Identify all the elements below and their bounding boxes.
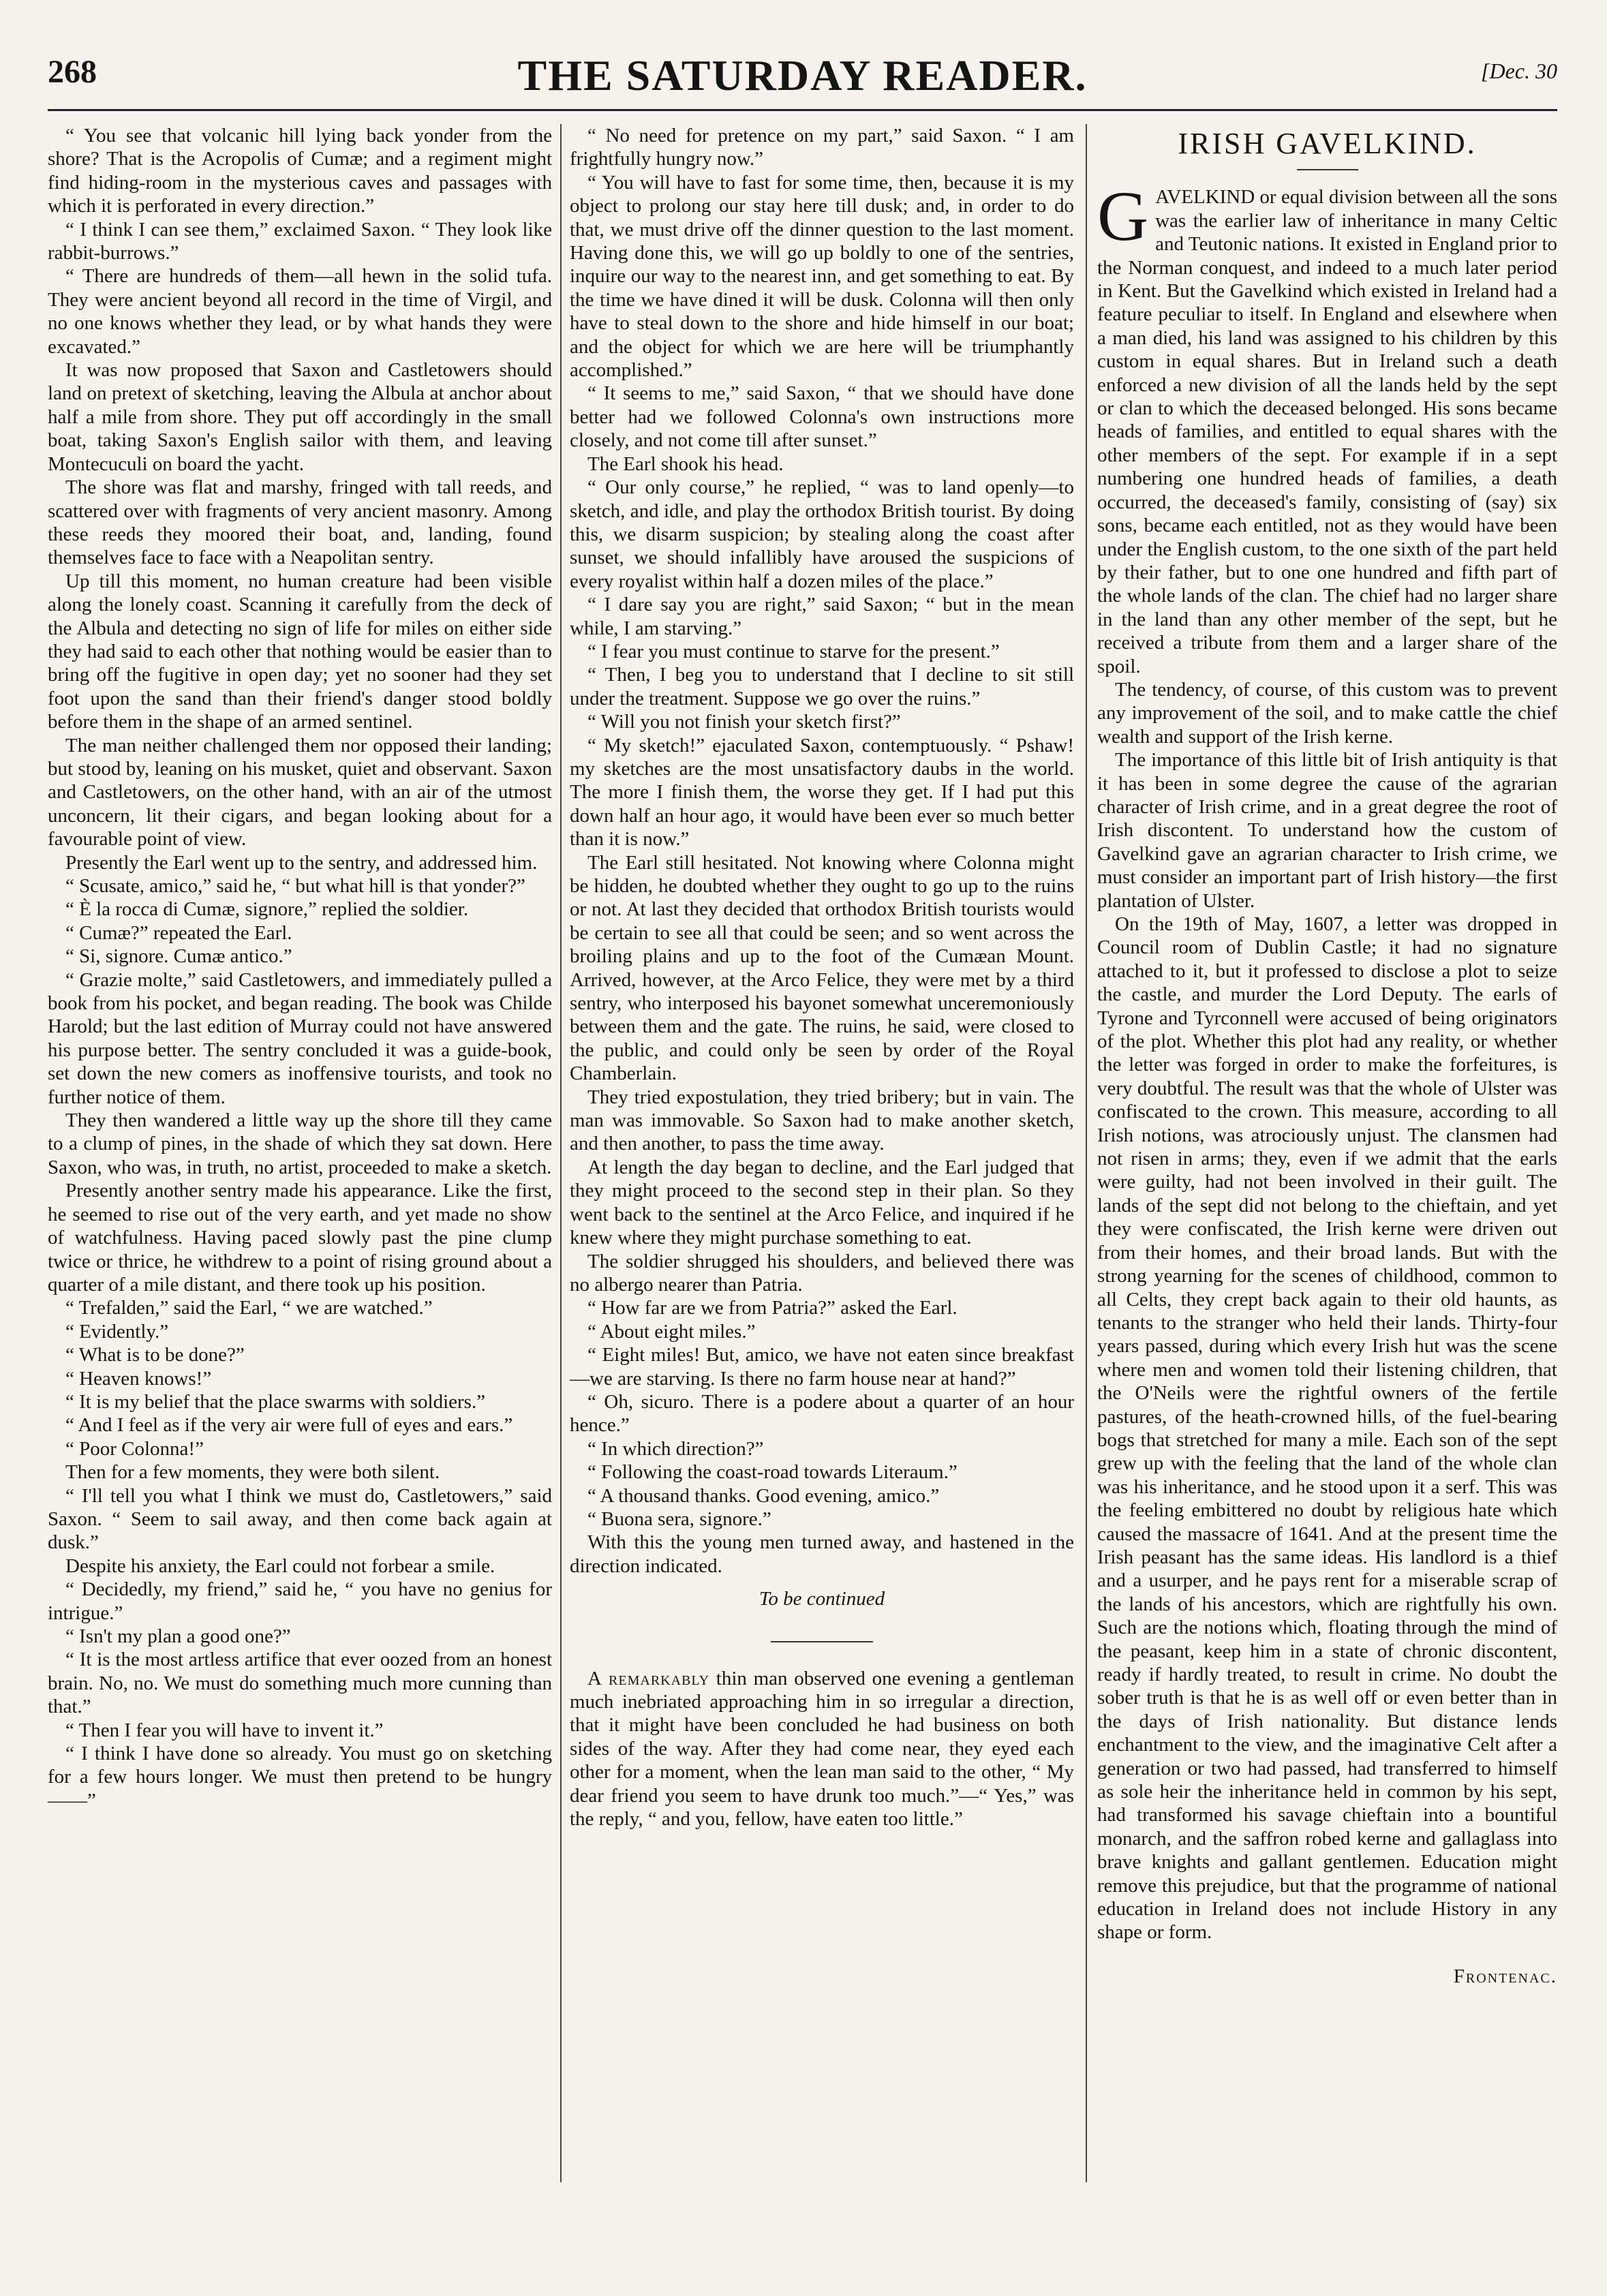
story-continuation <box>570 124 1074 1578</box>
anecdote-text: thin man observed one evening a gentleman much inebriated approaching him in so irregular a direction, that it might have been concluded he had business on both sides of the way. After they had come near, they eyed each other for a moment, when the lean man said to the other, “ My dear friend you seem to have drunk too much.”—“ Yes,” was the reply, “ and you, fellow, have eaten too little.” <box>570 1667 1075 1831</box>
paragraph: Up till this moment, no human creature had been visible along the lonely coast. Scanning it carefully from the deck of the Albula and detecting no sign of life for miles on either side they had said to each other that nothing would be easier than to bring off the fugitive in open day; yet no sooner had they set foot upon the sand than their friend's danger stood boldly before them in the shape of an armed sentinel. <box>48 570 552 733</box>
paragraph: “ You see that volcanic hill lying back yonder from the shore? That is the Acropolis of Cumæ; and a regiment might find hiding-room in the mysterious caves and passages with which it is perforated in every direction.” <box>48 125 552 217</box>
masthead: THE SATURDAY READER. <box>517 51 1088 100</box>
paragraph: “ Scusate, amico,” said he, “ but what hill is that yonder?” <box>65 875 525 897</box>
section-separator <box>771 1641 873 1642</box>
title-rule <box>1297 169 1358 170</box>
anecdote-paragraph <box>570 1667 1074 1831</box>
article-lead-paragraph <box>1097 177 1557 678</box>
article-body <box>1097 678 1557 1944</box>
paragraph: Presently the Earl went up to the sentry, and addressed him. <box>65 851 538 874</box>
column-divider <box>560 124 562 2182</box>
article-title: IRISH GAVELKIND. <box>1178 127 1477 160</box>
paragraph: “ It is my belief that the place swarms with soldiers.” <box>65 1390 486 1413</box>
paragraph: They tried expostulation, they tried bribery; but in vain. The man was immovable. So Saxon had to make another sketch, and then another, to pass the time away. <box>570 1086 1074 1155</box>
paragraph: “ I think I can see them,” exclaimed Saxon. “ They look like rabbit-burrows.” <box>48 218 552 264</box>
author-signature: Frontenac. <box>1453 1965 1557 1987</box>
paragraph: “ Then I fear you will have to invent it.” <box>65 1719 384 1741</box>
paragraph: “ I dare say you are right,” said Saxon; “ but in the mean while, I am starving.” <box>570 594 1074 639</box>
page-number: 268 <box>48 54 97 90</box>
paragraph: “ Trefalden,” said the Earl, “ we are watched.” <box>65 1297 433 1319</box>
paragraph: The Earl still hesitated. Not knowing where Colonna might be hidden, he doubted whether they ought to go up to the ruins or not. At last they decided that orthodox British tourists would be certain to see all that could be seen; and so went across the broiling plains and up to the foot of the Cumæan Mount. Arrived, however, at the Arco Felice, they were met by a third sentry, who interposed his bayonet somewhat unceremoniously between them and the gate. The ruins, he said, were closed to the public, and could only be seen by order of the Royal Chamberlain. <box>570 851 1074 1085</box>
paragraph: “ Cumæ?” repeated the Earl. <box>65 921 292 944</box>
paragraph: “ A thousand thanks. Good evening, amico.” <box>587 1484 940 1507</box>
paragraph: “ Following the coast-road towards Literaum.” <box>587 1461 958 1484</box>
anecdote-lead: A remarkably <box>587 1667 710 1689</box>
paragraph: “ Isn't my plan a good one?” <box>65 1625 291 1647</box>
paragraph: With this the young men turned away, and hastened in the direction indicated. <box>570 1531 1074 1577</box>
page-header <box>48 53 1557 101</box>
paragraph: They then wandered a little way up the shore till they came to a clump of pines, in the shade of which they sat down. Here Saxon, who was, in truth, no artist, proceeded to make a sketch. <box>48 1109 552 1178</box>
paragraph: “ Will you not finish your sketch first?” <box>587 711 901 733</box>
paragraph: “ Eight miles! But, amico, we have not eaten since breakfast—we are starving. Is there no farm house near at hand?” <box>570 1344 1074 1390</box>
paragraph: The man neither challenged them nor opposed their landing; but stood by, leaning on his musket, quiet and observant. Saxon and Castletowers, on the other hand, with an air of the utmost unconcern, lit their cigars, and began looking about for a favourable point of view. <box>48 734 552 851</box>
header-rule <box>48 109 1557 111</box>
paragraph: The shore was flat and marshy, fringed with tall reeds, and scattered over with fragments of very ancient masonry. Among these reeds they moored their boat, and, landing, found themselves face to face with a Neapolitan sentry. <box>48 476 552 569</box>
paragraph: Presently another sentry made his appearance. Like the first, he seemed to rise out of the very earth, and yet made no show of watchfulness. Having paced slowly past the pine clump twice or thrice, he withdrew to a point of rising ground about a quarter of a mile distant, and there took up his position. <box>48 1180 552 1296</box>
paragraph: “ È la rocca di Cumæ, signore,” replied the soldier. <box>65 898 469 921</box>
paragraph: On the 19th of May, 1607, a letter was dropped in Council room of Dublin Castle; it had no signature attached to it, but it professed to disclose a plot to seize the castle, and murder the Lord Deputy. The earls of Tyrone and Tyrconnell were accused of being originators of the plot. Whether this plot had any reality, or whether the letter was forged in order to make the forfeitures, is very doubtful. The result was that the whole of Ulster was confiscated to the crown. This measure, according to all Irish notions, was atrociously unjust. The clansmen had not risen in arms; they, even if we admit that the earls were guilty, had not been involved in their guilt. The lands of the sept did not belong to the chieftain, and yet they were confiscated, the Irish kerne were driven out from their homes, and their broad lands. But with the strong yearning for the scenes of childhood, common to all Celts, they crept back again to their old haunts, as tenants to the stranger who held their lands. Thirty-four years passed, during which every Irish hut was the scene where men and women told their listening children, that the O'Neils were the rightful owners of the fertile pastures, of the heath-crowned hills, of the fuel-bearing bogs that stretched for many a mile. Each son of the sept grew up with the feeling that the land of the whole clan was his inheritance, and he stood upon it a serf. This was the feeling embittered no doubt by religious hate which caused the massacre of 1641. And at the present time the Irish peasant has the same ideas. His landlord is a thief and a usurper, and he pays rent for a miserable scrap of the lands of his ancestors, which are rightfully his own. Such are the notions which, floating through the mind of the peasant, keep him in a state of chronic discontent, ready if hardly treated, to result in crime. No doubt the sober truth is that he is as well off or even better than in the days of Irish nationality. But distance lends enchantment to the view, and the imaginative Celt after a generation or two had passed, had transferred to himself as sole heir the inheritance held in common by his sept, had transformed his savage chieftain into a bountiful monarch, and the saffron robed kerne and gallaglass into brave knights and gallant gentlemen. Education might remove this prejudice, but that the programme of national education in Ireland does not include History in any shape or form. <box>1097 913 1557 1944</box>
column-3-article <box>1097 124 1557 1988</box>
paragraph: “ My sketch!” ejaculated Saxon, contemptuously. “ Pshaw! my sketches are the most unsatisfactory daubs in the world. The more I finish them, the worse they get. If I had put this down half an hour ago, it would have been ever so much better than it is now.” <box>570 734 1074 851</box>
lead-text: AVELKIND or equal division between all the sons was the earlier law of inheritance in many Celtic and Teutonic nations. It existed in England prior to the Norman conquest, and indeed to a much later period in Kent. But the Gavelkind which existed in Ireland had a feature peculiar to itself. In England and elsewhere when a man died, his land was assigned to his children by this custom in equal shares. But in Ireland such a death enforced a new division of all the lands held by the sept or clan to which the deceased belonged. His sons became heads of families, and entitled to equal shares with the other members of the sept. For example if in a sept numbering one hundred heads of families, a death occurred, the deceased's family, consisting of (say) six sons, became each entitled, not as they would have been under the English custom, to the one sixth of the part held by their father, but to one one hundred and fifth part of the whole lands of the clan. The chief had no larger share in the land than any other member of the sept, but he received a tribute from them and a larger share of the spoil. <box>1097 186 1557 677</box>
paragraph: “ Our only course,” he replied, “ was to land openly—to sketch, and idle, and play the orthodox British tourist. By doing this, we disarm suspicion; by stealing along the coast after sunset, we should infallibly have aroused the suspicions of every royalist within half a dozen miles of the place.” <box>570 476 1074 592</box>
paragraph: “ Heaven knows!” <box>65 1367 212 1390</box>
paragraph: “ What is to be done?” <box>65 1344 245 1366</box>
paragraph: “ Grazie molte,” said Castletowers, and immediately pulled a book from his pocket, and began reading. The book was Childe Harold; but the last edition of Murray could not have answered his purpose better. The sentry concluded it was a guide-book, set down the new comers as inoffensive tourists, and took no further notice of them. <box>48 968 552 1108</box>
paragraph: “ I'll tell you what I think we must do, Castletowers,” said Saxon. “ Seem to sail away, and then come back again at dusk.” <box>48 1484 552 1554</box>
paragraph: “ It is the most artless artifice that ever oozed from an honest brain. No, no. We must do something much more cunning than that.” <box>48 1649 552 1718</box>
paragraph: The soldier shrugged his shoulders, and believed there was no albergo nearer than Patria. <box>570 1250 1074 1296</box>
paragraph: Despite his anxiety, the Earl could not forbear a smile. <box>65 1555 495 1577</box>
paragraph: “ I think I have done so already. You must go on sketching for a few hours longer. We must then pretend to be hungry——” <box>48 1743 552 1811</box>
paragraph: “ You will have to fast for some time, then, because it is my object to prolong our stay here till dusk; and, in order to do that, we must drive off the dinner question to the last moment. Having done this, we will go up boldly to one of the sentries, inquire our way to the nearest inn, and get something to eat. By the time we have dined it will be dusk. Colonna will then only have to steal down to the shore and hide himself in our boat; and the object for which we are here will be triumphantly accomplished.” <box>570 171 1074 382</box>
paragraph: At length the day began to decline, and the Earl judged that they might proceed to the second step in their plan. So they went back to the sentinel at the Arco Felice, and inquired if he knew where they might purchase something to eat. <box>570 1156 1074 1249</box>
paragraph: “ It seems to me,” said Saxon, “ that we should have done better had we followed Colonna's own instructions more closely, and not come till after sunset.” <box>570 382 1074 452</box>
column-1-story <box>48 124 552 1812</box>
paragraph: “ There are hundreds of them—all hewn in the solid tufa. They were ancient beyond all record in the time of Virgil, and no one knows whether they lead, or by what hands they were excavated.” <box>48 265 552 358</box>
paragraph: The tendency, of course, of this custom was to prevent any improvement of the soil, and to make cattle the chief wealth and support of the Irish kerne. <box>1097 678 1557 748</box>
paragraph: “ Oh, sicuro. There is a podere about a quarter of an hour hence.” <box>570 1390 1074 1437</box>
paragraph: “ Buona sera, signore.” <box>587 1507 771 1530</box>
drop-cap: G <box>1097 177 1149 256</box>
to-be-continued: To be continued <box>759 1588 885 1610</box>
paragraph: “ I fear you must continue to starve for the present.” <box>587 640 1000 662</box>
paragraph: It was now proposed that Saxon and Castletowers should land on pretext of sketching, leaving the Albula at anchor about half a mile from shore. They put off accordingly in the small boat, taking Saxon's English sailor with them, and leaving Montecuculi on board the yacht. <box>48 359 552 475</box>
paragraph: “ Evidently.” <box>65 1320 169 1343</box>
paragraph: “ About eight miles.” <box>587 1320 756 1343</box>
paragraph: “ Decidedly, my friend,” said he, “ you have no genius for intrigue.” <box>48 1578 552 1624</box>
paragraph: “ No need for pretence on my part,” said Saxon. “ I am frightfully hungry now.” <box>570 125 1074 170</box>
paragraph: Then for a few moments, they were both silent. <box>65 1461 440 1484</box>
column-divider <box>1086 124 1087 2182</box>
paragraph: “ In which direction?” <box>587 1437 764 1460</box>
paragraph: “ Then, I beg you to understand that I decline to sit still under the treatment. Suppose we go over the ruins.” <box>570 664 1074 709</box>
issue-date: [Dec. 30 <box>1481 59 1557 83</box>
paragraph: “ How far are we from Patria?” asked the Earl. <box>587 1297 958 1319</box>
paragraph: “ And I feel as if the very air were full of eyes and ears.” <box>65 1414 513 1437</box>
paragraph: The importance of this little bit of Irish antiquity is that it has been in some degree the cause of the agrarian character of Irish crime, and in a great degree the root of Irish discontent. To understand how the custom of Gavelkind gave an agrarian character to Irish crime, we must consider an important part of Irish history—the first plantation of Ulster. <box>1097 749 1557 912</box>
paragraph: “ Poor Colonna!” <box>65 1437 204 1460</box>
paragraph: “ Si, signore. Cumæ antico.” <box>65 945 292 968</box>
paragraph: The Earl shook his head. <box>587 453 784 475</box>
column-2-story <box>570 124 1074 1831</box>
